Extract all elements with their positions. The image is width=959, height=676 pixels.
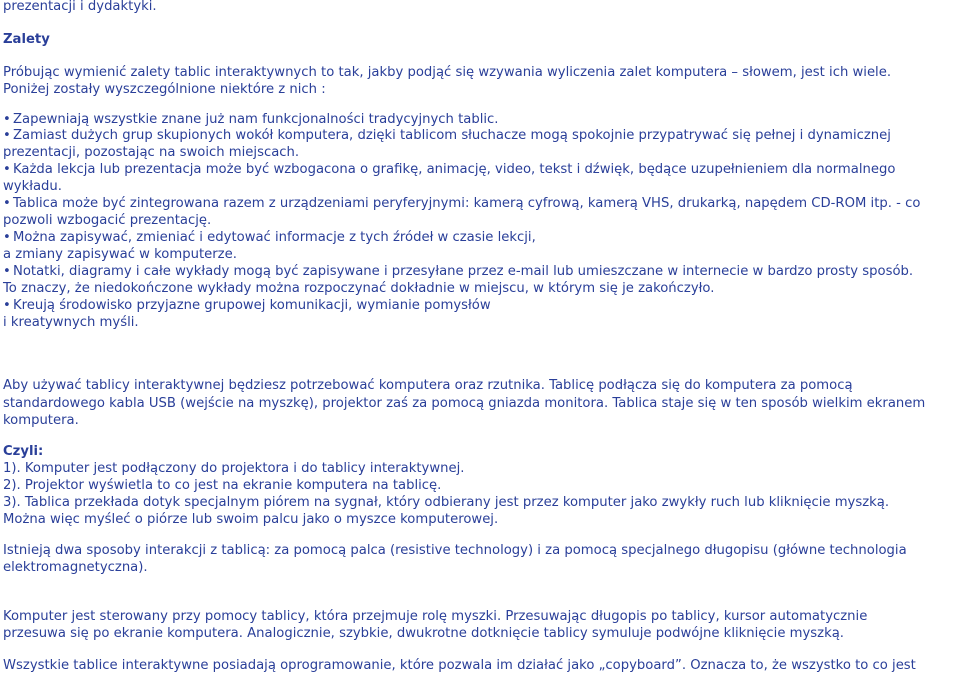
step-1: 1). Komputer jest podłączony do projektora i do tablicy interaktywnej. bbox=[3, 461, 465, 476]
bullet-item-5 bbox=[3, 229, 536, 246]
p2-line-2: standardowego kabla USB (wejście na myszkę), projektor zaś za pomocą gniazda monitora. Tablica staje się w ten sposób wielkim ekranem bbox=[3, 396, 926, 411]
step-3: 3). Tablica przekłada dotyk specjalnym piórem na sygnał, który odbierany jest przez komputer jako zwykły ruch lub kliknięcie myszką. bbox=[3, 495, 890, 510]
bullet-item-6-cont: To znaczy, że niedokończone wykłady można rozpoczynać dokładnie w miejscu, w którym się je zakończyło. bbox=[3, 281, 715, 296]
bullet-item-3 bbox=[3, 161, 895, 178]
bullet-item-4 bbox=[3, 195, 920, 212]
p4-line-2: przesuwa się po ekranie komputera. Analogicznie, szybkie, dwukrotne dotknięcie tablicy symuluje podwójne kliknięcie myszką. bbox=[3, 626, 844, 641]
bullet-item-2-cont: prezentacji, pozostając na swoich miejscach. bbox=[3, 145, 300, 160]
p3-line-1: Istnieją dwa sposoby interakcji z tablicą: za pomocą palca (resistive technology) i za pomocą specjalnego długopisu (główne technologia bbox=[3, 543, 907, 558]
bullet-item-3-cont: wykładu. bbox=[3, 179, 62, 194]
bullet-text: Każda lekcja lub prezentacja może być wzbogacona o grafikę, animację, video, tekst i dźwięk, będące uzupełnieniem dla normalnego bbox=[13, 162, 896, 177]
bullet-icon: • bbox=[3, 298, 11, 313]
bullet-item-7 bbox=[3, 297, 491, 314]
bullet-icon: • bbox=[3, 162, 11, 177]
section-title: Zalety bbox=[3, 32, 50, 47]
bullet-item-2 bbox=[3, 127, 891, 144]
bullet-icon: • bbox=[3, 264, 11, 279]
bullet-icon: • bbox=[3, 230, 11, 245]
bullet-icon: • bbox=[3, 196, 11, 211]
p1-line-1: Próbując wymienić zalety tablic interaktywnych to tak, jakby podjąć się wzywania wyliczenia zalet komputera – słowem, jest ich wiele. bbox=[3, 65, 892, 80]
p3-line-2: elektromagnetyczna). bbox=[3, 560, 148, 575]
bullet-icon: • bbox=[3, 112, 11, 127]
p2-line-1: Aby używać tablicy interaktywnej będziesz potrzebować komputera oraz rzutnika. Tablicę podłącza się do komputera za pomocą bbox=[3, 378, 853, 393]
intro-end-text: prezentacji i dydaktyki. bbox=[3, 0, 157, 14]
bullet-icon: • bbox=[3, 128, 11, 143]
step-2: 2). Projektor wyświetla to co jest na ekranie komputera na tablicę. bbox=[3, 478, 442, 493]
czyli-label: Czyli: bbox=[3, 444, 44, 459]
p1-line-2: Poniżej zostały wyszczególnione niektóre z nich : bbox=[3, 82, 326, 97]
p2-line-3: komputera. bbox=[3, 413, 79, 428]
bullet-text: Zamiast dużych grup skupionych wokół komputera, dzięki tablicom słuchacze mogą spokojnie przypatrywać się pełnej i dynamicznej bbox=[13, 128, 891, 143]
step-3-cont: Można więc myśleć o piórze lub swoim palcu jako o myszce komputerowej. bbox=[3, 512, 499, 527]
bullet-text: Można zapisywać, zmieniać i edytować informacje z tych źródeł w czasie lekcji, bbox=[13, 230, 536, 245]
bullet-text: Tablica może być zintegrowana razem z urządzeniami peryferyjnymi: kamerą cyfrową, kamerą VHS, drukarką, napędem CD-ROM itp. - co bbox=[13, 196, 921, 211]
bullet-item-1 bbox=[3, 111, 499, 128]
bullet-text: Kreują środowisko przyjazne grupowej komunikacji, wymianie pomysłów bbox=[13, 298, 491, 313]
bullet-item-5-cont: a zmiany zapisywać w komputerze. bbox=[3, 247, 237, 262]
bullet-item-6 bbox=[3, 263, 913, 280]
bullet-item-7-cont: i kreatywnych myśli. bbox=[3, 315, 139, 330]
p5-line-1: Wszystkie tablice interaktywne posiadają oprogramowanie, które pozwala im działać jako „copyboard”. Oznacza to, że wszystko to co jest bbox=[3, 658, 916, 673]
p4-line-1: Komputer jest sterowany przy pomocy tablicy, która przejmuje rolę myszki. Przesuwając długopis po tablicy, kursor automatycznie bbox=[3, 609, 868, 624]
bullet-text: Notatki, diagramy i całe wykłady mogą być zapisywane i przesyłane przez e-mail lub umieszczane w internecie w bardzo prosty sposób. bbox=[13, 264, 914, 279]
bullet-item-4-cont: pozwoli wzbogacić prezentację. bbox=[3, 213, 212, 228]
bullet-text: Zapewniają wszystkie znane już nam funkcjonalności tradycyjnych tablic. bbox=[13, 112, 499, 127]
